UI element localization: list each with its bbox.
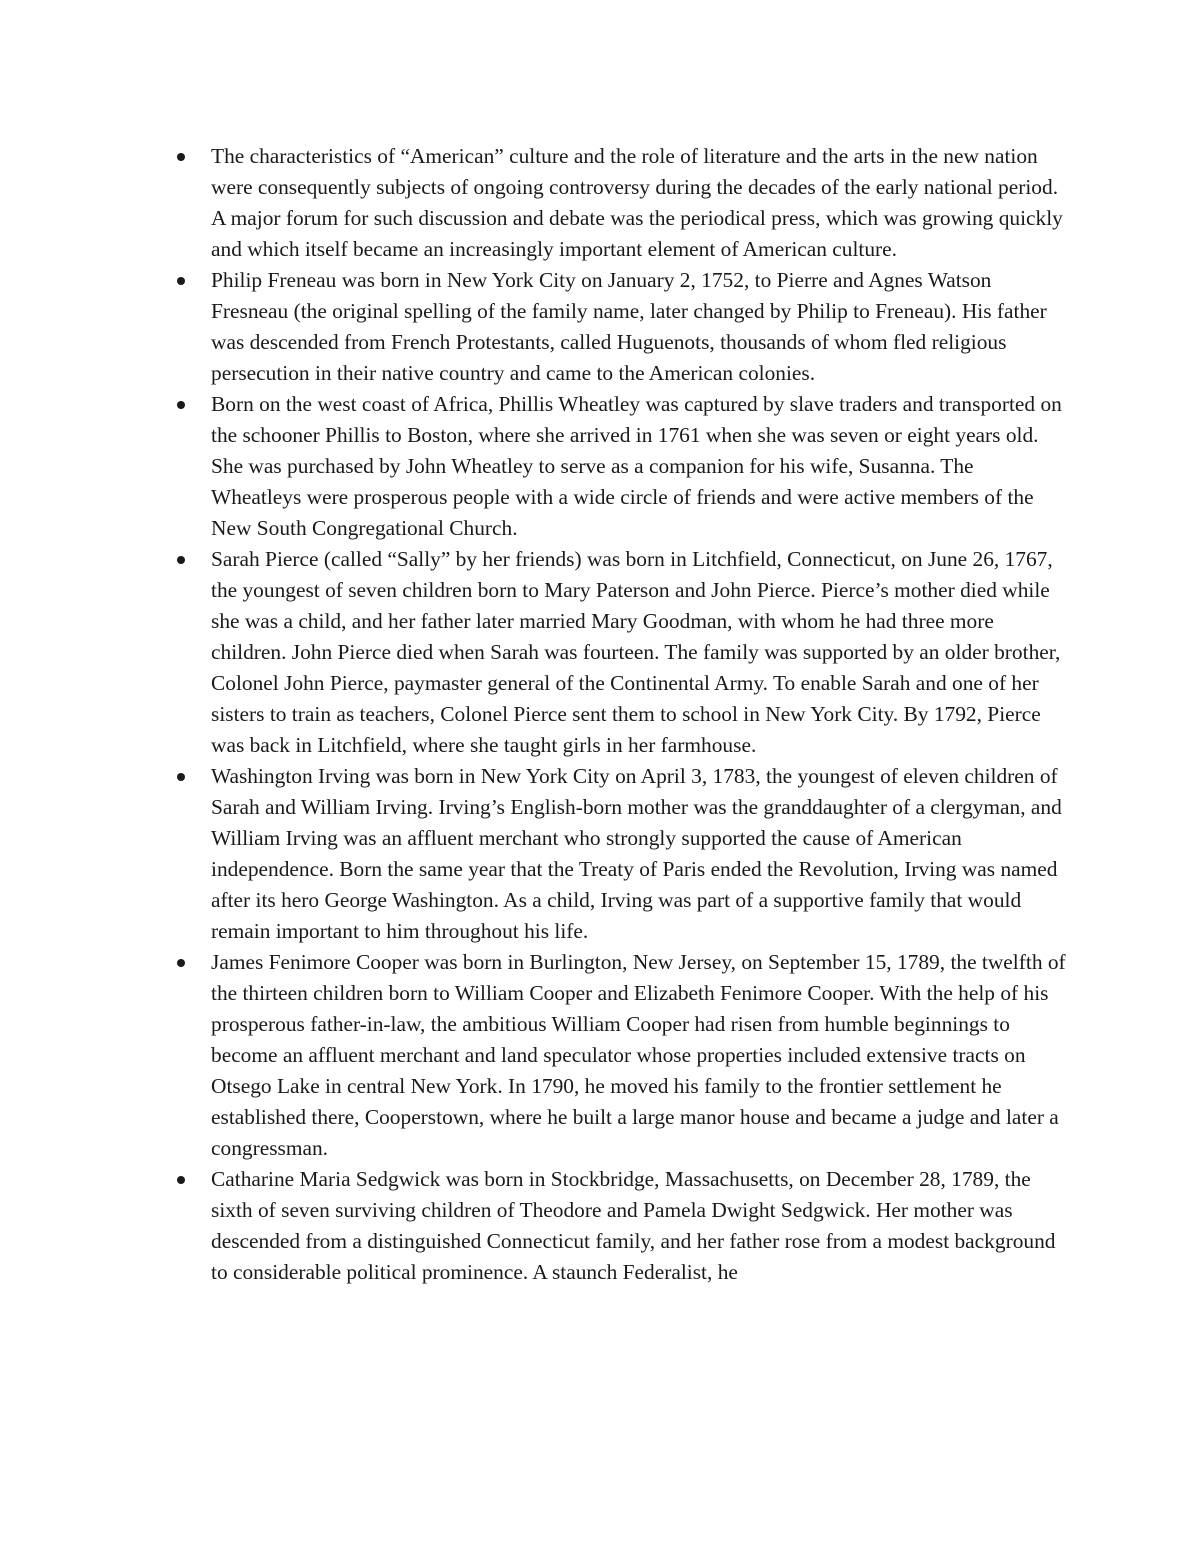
list-item (168, 1164, 1068, 1288)
list-item (168, 265, 1068, 389)
list-item-text: Philip Freneau was born in New York City on January 2, 1752, to Pierre and Agnes Watson Fresneau (the original spelling of the family name, later changed by Philip to Freneau). His father was descended from French Protestants, called Huguenots, thousands of whom fled religious persecution in their native country and came to the American colonies. (211, 268, 1047, 385)
list-item (168, 141, 1068, 265)
bullet-icon (177, 401, 185, 409)
list-item-text: Sarah Pierce (called “Sally” by her friends) was born in Litchfield, Connecticut, on June 26, 1767, the youngest of seven children born to Mary Paterson and John Pierce. Pierce’s mother died while she was a child, and her father later married Mary Goodman, with whom he had three more children. John Pierce died when Sarah was fourteen. The family was supported by an older brother, Colonel John Pierce, paymaster general of the Continental Army. To enable Sarah and one of her sisters to train as teachers, Colonel Pierce sent them to school in New York City. By 1792, Pierce was back in Litchfield, where she taught girls in her farmhouse. (211, 547, 1061, 757)
list-item (168, 389, 1068, 544)
list-item-text: The characteristics of “American” culture and the role of literature and the arts in the new nation were consequently subjects of ongoing controversy during the decades of the early national period. A major forum for such discussion and debate was the periodical press, which was growing quickly and which itself became an increasingly important element of American culture. (211, 144, 1063, 261)
bullet-icon (177, 773, 185, 781)
bullet-icon (177, 277, 185, 285)
list-item-text: James Fenimore Cooper was born in Burlington, New Jersey, on September 15, 1789, the twelfth of the thirteen children born to William Cooper and Elizabeth Fenimore Cooper. With the help of his prosperous father-in-law, the ambitious William Cooper had risen from humble beginnings to become an affluent merchant and land speculator whose properties included extensive tracts on Otsego Lake in central New York. In 1790, he moved his family to the frontier settlement he established there, Cooperstown, where he built a large manor house and became a judge and later a congressman. (211, 950, 1066, 1160)
list-item (168, 761, 1068, 947)
list-item-text: Washington Irving was born in New York City on April 3, 1783, the youngest of eleven children of Sarah and William Irving. Irving’s English-born mother was the granddaughter of a clergyman, and William Irving was an affluent merchant who strongly supported the cause of American independence. Born the same year that the Treaty of Paris ended the Revolution, Irving was named after its hero George Washington. As a child, Irving was part of a supportive family that would remain important to him throughout his life. (211, 764, 1062, 943)
list-item-text: Catharine Maria Sedgwick was born in Stockbridge, Massachusetts, on December 28, 1789, the sixth of seven surviving children of Theodore and Pamela Dwight Sedgwick. Her mother was descended from a distinguished Connecticut family, and her father rose from a modest background to considerable political prominence. A staunch Federalist, he (211, 1167, 1056, 1284)
bullet-icon (177, 556, 185, 564)
bullet-icon (177, 153, 185, 161)
bullet-icon (177, 959, 185, 967)
list-item-text: Born on the west coast of Africa, Phillis Wheatley was captured by slave traders and transported on the schooner Phillis to Boston, where she arrived in 1761 when she was seven or eight years old. She was purchased by John Wheatley to serve as a companion for his wife, Susanna. The Wheatleys were prosperous people with a wide circle of friends and were active members of the New South Congregational Church. (211, 392, 1062, 540)
list-item (168, 947, 1068, 1164)
list-item (168, 544, 1068, 761)
bullet-list (168, 141, 1068, 1288)
bullet-icon (177, 1176, 185, 1184)
